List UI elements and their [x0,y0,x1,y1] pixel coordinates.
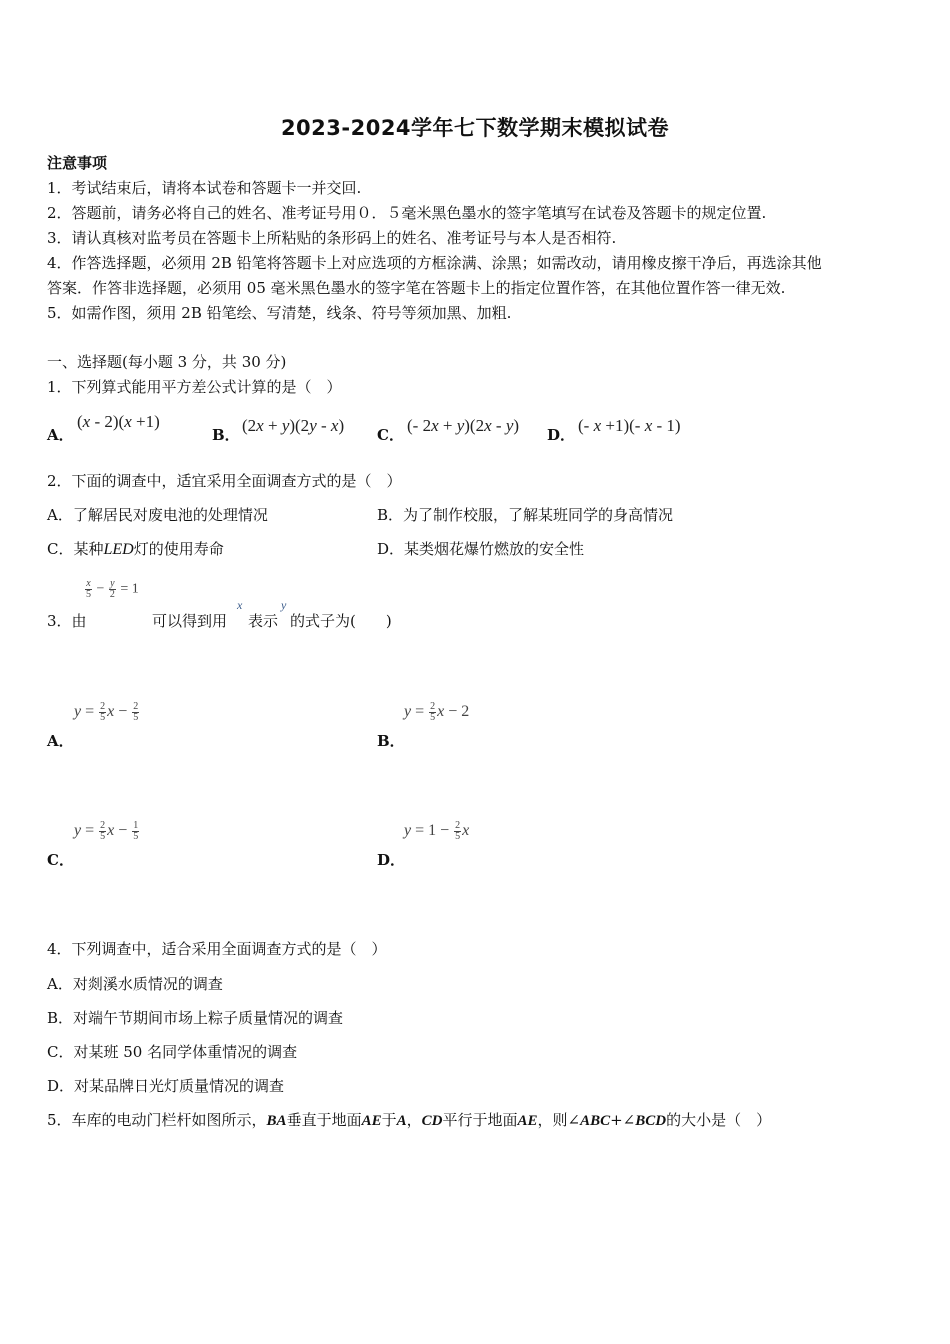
notice-heading: 注意事项 [47,154,108,172]
q3-var-x: x [237,598,243,612]
q3-option-c-formula: y = $\frac{2}{5}$ x − $\frac{1}{5}$ [74,820,139,842]
q1-option-c-formula: (- 2x + y)(2x - y) [407,416,520,435]
q3-stem-pre: 3．由 [47,612,87,630]
notice-item: 答案．作答非选择题，必须用 05 毫米黑色墨水的签字笔在答题卡上的指定位置作答，在其他位置作答一律无效. [47,279,786,297]
q2-led-text: LED [103,541,134,558]
notice-item: 5．如需作图，须用 2B 铅笔绘、写清楚，线条、符号等须加黑、加粗. [47,304,512,322]
notice-item: 1．考试结束后，请将本试卷和答题卡一并交回. [47,179,362,197]
q5-text: 垂直于地面 [286,1111,362,1129]
q3-equation: $\frac{x}{5}$ − $\frac{y}{2}$ = 1 [86,578,139,600]
q3-option-d-formula: y = 1 − $\frac{2}{5}$ x [404,820,470,842]
q4-option-c: C．对某班 50 名同学体重情况的调查 [47,1043,298,1061]
section-heading: 一、选择题(每小题 3 分，共 30 分) [47,353,287,371]
q5-var-cd: CD [421,1113,443,1129]
q2-option-d: D．某类烟花爆竹燃放的安全性 [377,540,585,558]
q5-var-a: A [396,1113,407,1129]
q1-option-c-label: C． [377,426,404,444]
question-5-stem [47,1109,771,1130]
q3-option-a-label: A． [47,732,74,750]
q5-text: 于 [381,1111,397,1129]
q5-text: 的大小是（ ） [666,1111,772,1129]
q1-option-a-formula: (x - 2)(x +1) [77,412,160,431]
notice-item: 3．请认真核对监考员在答题卡上所粘贴的条形码上的姓名、准考证号与本人是否相符. [47,229,617,247]
q5-text: ， [406,1111,422,1129]
q2-option-a: A．了解居民对废电池的处理情况 [47,506,268,524]
question-2-stem: 2．下面的调查中，适宜采用全面调查方式的是（ ） [47,472,402,490]
q5-var-bcd: BCD [635,1113,667,1129]
q2-option-b: B．为了制作校服，了解某班同学的身高情况 [377,506,674,524]
q1-option-d-label: D． [547,426,576,444]
q3-option-b-label: B． [377,732,405,750]
q1-option-d-formula: (- x +1)(- x - 1) [578,416,681,435]
q4-option-a: A．对剡溪水质情况的调查 [47,975,223,993]
q1-option-a-label: A． [47,426,74,444]
notice-item: 2．答题前，请务必将自己的姓名、准考证号用０．５毫米黑色墨水的签字笔填写在试卷及答题卡的规定位置. [47,204,767,222]
q3-stem-post: 的式子为( ) [290,612,392,630]
q5-var-ae: AE [361,1113,382,1129]
question-1-stem: 1．下列算式能用平方差公式计算的是（ ） [47,378,342,396]
q3-stem-mid: 可以得到用 [152,612,228,630]
q1-option-b-label: B． [212,426,240,444]
q1-option-b-formula: (2x + y)(2y - x) [242,416,345,435]
q5-var-ba: BA [266,1113,287,1129]
page-title: 2023-2024学年七下数学期末模拟试卷 [280,116,670,140]
q3-var-y: y [281,598,287,612]
notice-item: 4．作答选择题，必须用 2B 铅笔将答题卡上对应选项的方框涂满、涂黑；如需改动，请用橡皮擦干净后，再选涂其他 [47,254,822,272]
question-4-stem: 4．下列调查中，适合采用全面调查方式的是（ ） [47,940,387,958]
q3-option-d-label: D． [377,851,406,869]
q4-option-b: B．对端午节期间市场上粽子质量情况的调查 [47,1009,344,1027]
q2-option-c-pre: C．某种 [47,540,104,558]
q3-option-c-label: C． [47,851,74,869]
q4-option-d: D．对某品牌日光灯质量情况的调查 [47,1077,285,1095]
q5-var-abc: ABC [580,1113,611,1129]
q5-text: 平行于地面 [442,1111,518,1129]
q3-option-b-formula: y = $\frac{2}{5}$ x − 2 [404,701,470,723]
q5-text: 5．车库的电动门栏杆如图所示， [47,1111,267,1129]
q5-text: ，则∠ [537,1111,581,1129]
q5-text: +∠ [610,1111,636,1129]
q3-option-a-formula: y = $\frac{2}{5}$ x − $\frac{2}{5}$ [74,701,139,723]
q2-option-c [47,538,224,559]
q2-option-c-post: 灯的使用寿命 [133,540,224,558]
q5-var-ae2: AE [517,1113,538,1129]
q3-stem-show: 表示 [248,612,279,630]
